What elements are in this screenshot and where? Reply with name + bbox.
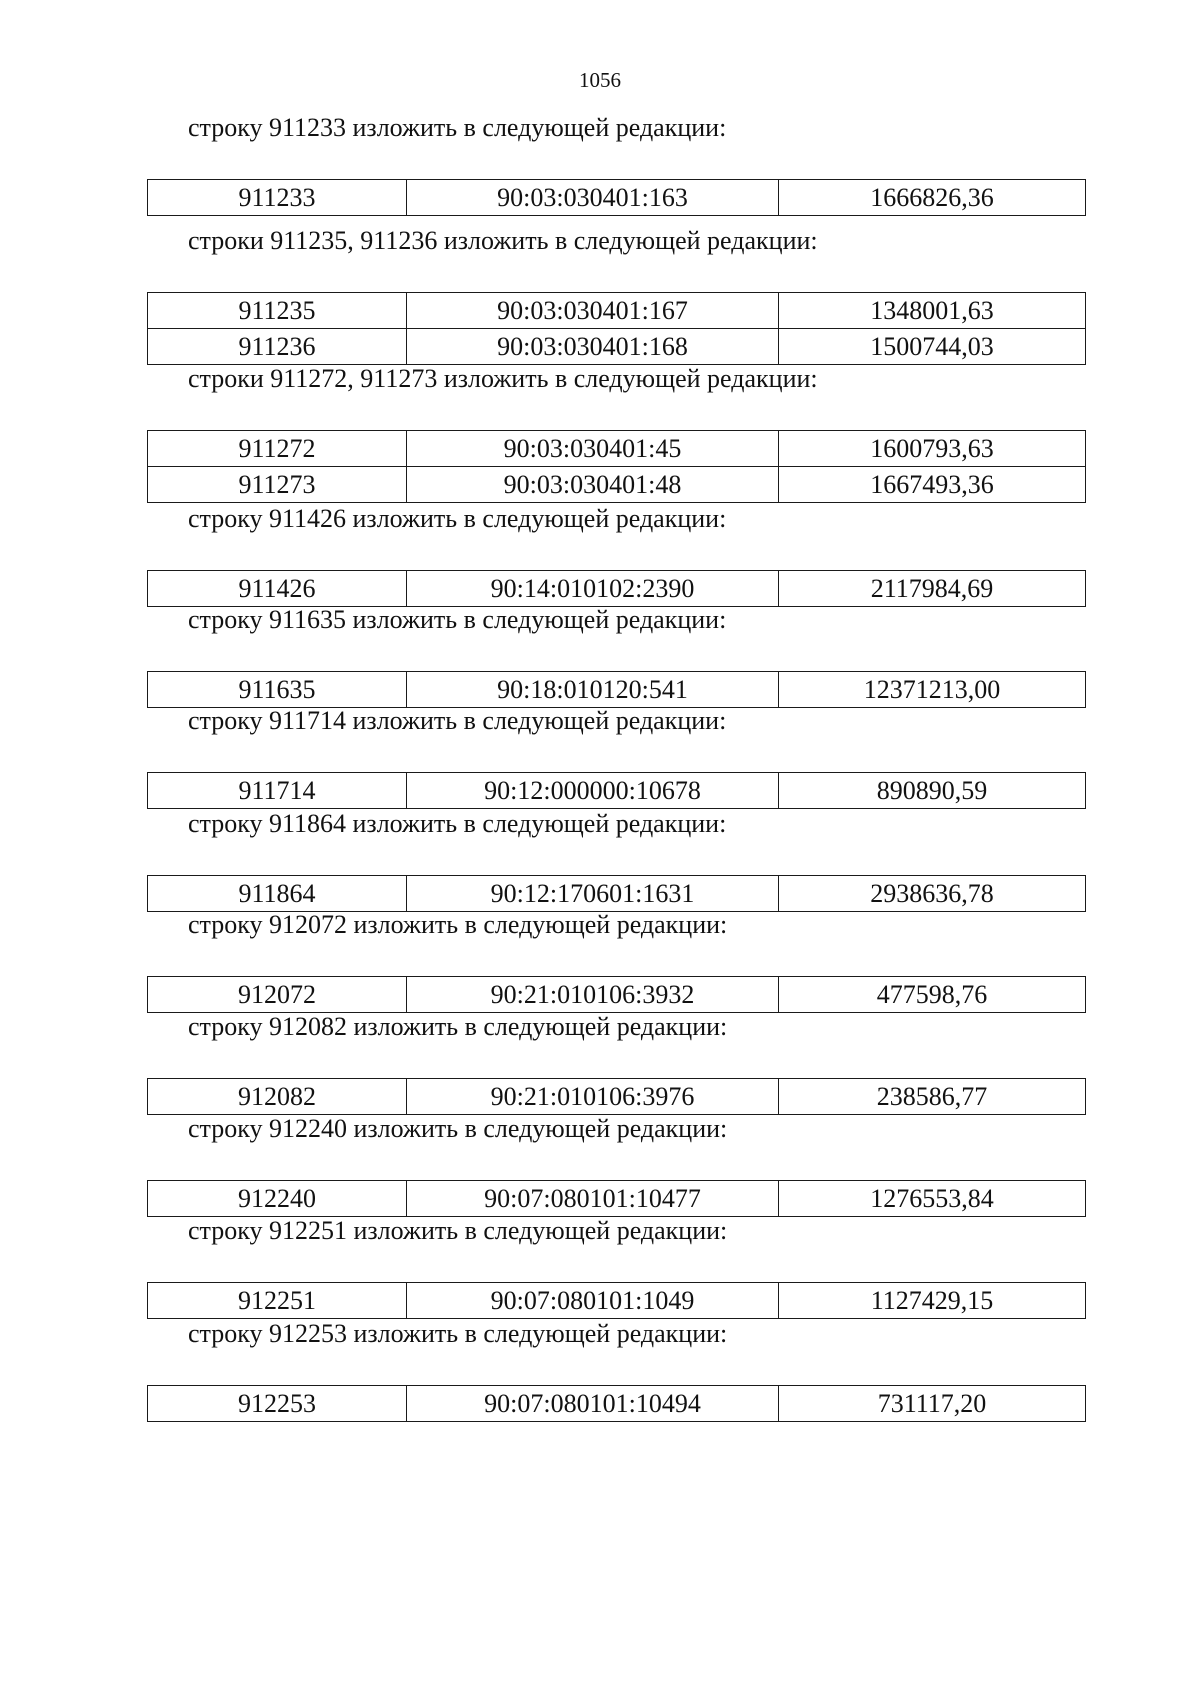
amendment-instruction: строку 912082 изложить в следующей редакции: (188, 1012, 728, 1041)
cadastral-number-cell: 90:07:080101:10494 (407, 1386, 779, 1422)
page-number: 1056 (579, 68, 621, 92)
row-number-cell: 912240 (148, 1181, 407, 1217)
value-cell: 477598,76 (779, 977, 1086, 1013)
cadastral-number-cell: 90:03:030401:48 (407, 467, 779, 503)
table-row (148, 1181, 1086, 1217)
row-number-cell: 911233 (148, 180, 407, 216)
amendment-instruction: строку 911864 изложить в следующей редакции: (188, 809, 727, 838)
table-row (148, 1283, 1086, 1319)
row-number-cell: 911236 (148, 329, 407, 365)
table-row (148, 571, 1086, 607)
table-row (148, 329, 1086, 365)
row-number-cell: 911272 (148, 431, 407, 467)
amendment-instruction: строку 912251 изложить в следующей редакции: (188, 1216, 728, 1245)
row-number-cell: 912251 (148, 1283, 407, 1319)
cadastral-number-cell: 90:14:010102:2390 (407, 571, 779, 607)
amendment-table (147, 772, 1086, 809)
amendment-table (147, 179, 1086, 216)
value-cell: 1348001,63 (779, 293, 1086, 329)
amendment-instruction: строку 911426 изложить в следующей редакции: (188, 504, 727, 533)
value-cell: 1127429,15 (779, 1283, 1086, 1319)
table-row (148, 977, 1086, 1013)
cadastral-number-cell: 90:12:170601:1631 (407, 876, 779, 912)
amendment-table (147, 671, 1086, 708)
amendment-instruction: строку 912253 изложить в следующей редакции: (188, 1319, 728, 1348)
amendment-table (147, 875, 1086, 912)
row-number-cell: 911714 (148, 773, 407, 809)
amendment-table (147, 976, 1086, 1013)
row-number-cell: 912082 (148, 1079, 407, 1115)
value-cell: 1600793,63 (779, 431, 1086, 467)
row-number-cell: 911864 (148, 876, 407, 912)
table-row (148, 1386, 1086, 1422)
value-cell: 1667493,36 (779, 467, 1086, 503)
value-cell: 890890,59 (779, 773, 1086, 809)
row-number-cell: 912072 (148, 977, 407, 1013)
row-number-cell: 912253 (148, 1386, 407, 1422)
table-row (148, 876, 1086, 912)
value-cell: 1276553,84 (779, 1181, 1086, 1217)
amendment-table (147, 1282, 1086, 1319)
amendment-table (147, 570, 1086, 607)
table-row (148, 431, 1086, 467)
cadastral-number-cell: 90:21:010106:3932 (407, 977, 779, 1013)
amendment-table (147, 1180, 1086, 1217)
amendment-instruction: строку 911714 изложить в следующей редакции: (188, 706, 727, 735)
row-number-cell: 911273 (148, 467, 407, 503)
table-row (148, 467, 1086, 503)
amendment-instruction: строку 912072 изложить в следующей редакции: (188, 910, 728, 939)
cadastral-number-cell: 90:07:080101:1049 (407, 1283, 779, 1319)
table-row (148, 672, 1086, 708)
row-number-cell: 911635 (148, 672, 407, 708)
cadastral-number-cell: 90:18:010120:541 (407, 672, 779, 708)
amendment-instruction: строку 912240 изложить в следующей редакции: (188, 1114, 728, 1143)
amendment-instruction: строку 911635 изложить в следующей редакции: (188, 605, 727, 634)
amendment-table (147, 430, 1086, 503)
value-cell: 2938636,78 (779, 876, 1086, 912)
amendment-table (147, 1385, 1086, 1422)
table-row (148, 293, 1086, 329)
amendment-instruction: строку 911233 изложить в следующей редакции: (188, 113, 727, 142)
value-cell: 1500744,03 (779, 329, 1086, 365)
row-number-cell: 911426 (148, 571, 407, 607)
amendment-table (147, 292, 1086, 365)
value-cell: 731117,20 (779, 1386, 1086, 1422)
amendment-instruction: строки 911235, 911236 изложить в следующей редакции: (188, 226, 818, 255)
amendment-instruction: строки 911272, 911273 изложить в следующей редакции: (188, 364, 818, 393)
cadastral-number-cell: 90:03:030401:45 (407, 431, 779, 467)
value-cell: 12371213,00 (779, 672, 1086, 708)
amendment-table (147, 1078, 1086, 1115)
table-row (148, 1079, 1086, 1115)
cadastral-number-cell: 90:21:010106:3976 (407, 1079, 779, 1115)
cadastral-number-cell: 90:03:030401:168 (407, 329, 779, 365)
value-cell: 238586,77 (779, 1079, 1086, 1115)
table-row (148, 773, 1086, 809)
cadastral-number-cell: 90:12:000000:10678 (407, 773, 779, 809)
value-cell: 1666826,36 (779, 180, 1086, 216)
cadastral-number-cell: 90:03:030401:163 (407, 180, 779, 216)
value-cell: 2117984,69 (779, 571, 1086, 607)
cadastral-number-cell: 90:03:030401:167 (407, 293, 779, 329)
row-number-cell: 911235 (148, 293, 407, 329)
cadastral-number-cell: 90:07:080101:10477 (407, 1181, 779, 1217)
table-row (148, 180, 1086, 216)
